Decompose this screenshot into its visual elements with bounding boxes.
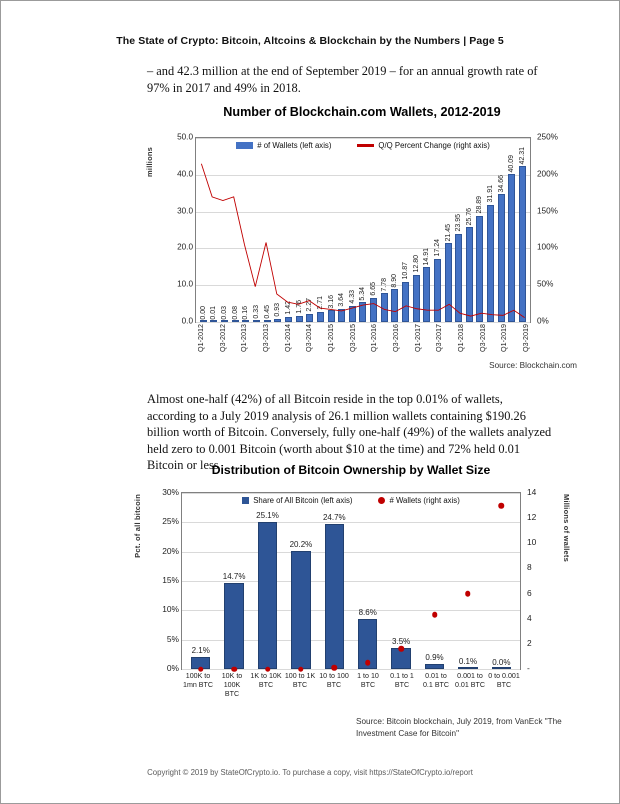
chart2-bar-label: 25.1% bbox=[256, 510, 279, 520]
chart2-bar-label: 2.1% bbox=[191, 645, 210, 655]
chart1-bar-label: 5.34 bbox=[359, 286, 367, 301]
axis-tick: 30.0 bbox=[177, 206, 193, 216]
chart2-bar bbox=[425, 664, 444, 669]
chart2-wallet-dot bbox=[398, 646, 404, 652]
chart1-x-tick-label: Q3-2012 bbox=[217, 324, 227, 352]
axis-tick: 0% bbox=[166, 663, 179, 673]
chart1-x-tick-label: Q1-2015 bbox=[325, 324, 335, 352]
axis-tick: 250% bbox=[537, 132, 558, 142]
chart2-bar-label: 0.1% bbox=[458, 657, 478, 667]
chart2-x-tick-label: 0 to 0.001 BTC bbox=[488, 672, 520, 689]
chart2-bar-slot bbox=[384, 493, 417, 669]
chart1-source: Source: Blockchain.com bbox=[489, 361, 577, 370]
chart2-bar-label: 24.7% bbox=[322, 513, 346, 523]
chart1-bar-label: 2.27 bbox=[306, 298, 314, 312]
chart2-x-tick-label: 10K to 100K BTC bbox=[221, 672, 243, 698]
chart1-legend-item-line bbox=[357, 141, 489, 150]
axis-tick: 0% bbox=[537, 316, 549, 326]
chart1-x-tick-label: Q3-2015 bbox=[347, 324, 357, 352]
chart2-x-tick-label: 1 to 10 BTC bbox=[357, 672, 379, 689]
chart1-bar-label: 28.89 bbox=[476, 196, 484, 214]
axis-tick: 14 bbox=[527, 487, 537, 497]
chart2-wallet-dot bbox=[265, 666, 271, 672]
chart1-bar-label: 14.91 bbox=[423, 247, 431, 266]
chart1-bar-label: 0.33 bbox=[253, 305, 261, 319]
chart1-x-tick-label: Q1-2016 bbox=[369, 324, 379, 352]
chart2-bar-label: 20.2% bbox=[289, 539, 313, 549]
chart2-x-tick-label: 10 to 100 BTC bbox=[319, 672, 349, 689]
chart1-x-tick-label: Q3-2014 bbox=[304, 324, 314, 352]
chart2-legend-label-0: Share of All Bitcoin (left axis) bbox=[253, 496, 353, 505]
chart1-x-tick-label: Q1-2012 bbox=[195, 324, 205, 352]
axis-tick: 150% bbox=[537, 206, 558, 216]
chart1-bar-label: 34.66 bbox=[497, 174, 505, 193]
axis-tick: 10% bbox=[162, 604, 179, 615]
chart1-legend-item-bars bbox=[236, 141, 331, 150]
chart2-x-tick-label: 100K to 1mn BTC bbox=[183, 672, 213, 689]
chart-blockchain-wallets bbox=[147, 105, 577, 370]
axis-tick: 40.0 bbox=[177, 169, 193, 179]
chart1-bar-label: 31.91 bbox=[487, 185, 495, 203]
chart1-bar-label: 0.45 bbox=[263, 304, 271, 319]
chart2-wallet-dot bbox=[332, 665, 338, 671]
chart1-bar-label: 17.24 bbox=[433, 239, 441, 257]
axis-tick: 100% bbox=[537, 242, 558, 252]
paragraph-intro: – and 42.3 million at the end of September 2019 – for an annual growth rate of 97% in 2017 and 49% in 2018. bbox=[147, 64, 538, 95]
axis-tick: 50.0 bbox=[177, 132, 193, 142]
chart2-bar-slot bbox=[284, 493, 317, 669]
axis-tick: 8 bbox=[527, 562, 532, 573]
chart1-y-axis-title: millions bbox=[145, 147, 154, 177]
axis-tick: 15% bbox=[162, 575, 179, 585]
chart2-x-tick-label: 0.01 to 0.1 BTC bbox=[422, 672, 450, 689]
chart1-plot-area bbox=[195, 137, 531, 323]
chart2-bar bbox=[458, 667, 477, 669]
chart1-x-tick-label: Q1-2018 bbox=[456, 324, 466, 352]
chart2-bar-slot bbox=[217, 493, 250, 669]
chart1-x-tick-label: Q3-2013 bbox=[260, 324, 270, 352]
chart2-wallet-dot bbox=[432, 612, 438, 618]
chart1-bar-label: 7.78 bbox=[380, 277, 388, 292]
chart1-x-tick-label: Q1-2017 bbox=[412, 324, 422, 352]
chart1-bar-label: 0.03 bbox=[221, 306, 229, 320]
chart1-bar-label: 1.76 bbox=[295, 299, 303, 314]
chart1-bar-label: 8.90 bbox=[391, 273, 399, 288]
chart1-x-tick-label: Q1-2014 bbox=[282, 324, 292, 352]
chart2-bar-label: 0.9% bbox=[425, 652, 444, 662]
axis-tick: 20.0 bbox=[177, 242, 193, 252]
chart1-x-tick-label: Q3-2017 bbox=[434, 324, 444, 352]
square-swatch-icon bbox=[242, 497, 249, 504]
chart1-y-axis-ticks bbox=[159, 132, 193, 326]
chart1-bar-label: 1.42 bbox=[284, 301, 292, 315]
chart1-bar-label: 3.64 bbox=[338, 292, 346, 307]
chart2-legend bbox=[182, 496, 520, 505]
chart1-bar-label: 10.87 bbox=[401, 262, 409, 280]
chart2-plot-area bbox=[181, 492, 521, 670]
chart2-bar bbox=[492, 667, 511, 669]
dot-swatch-icon bbox=[378, 497, 385, 504]
chart2-wallet-dot bbox=[465, 591, 471, 597]
chart1-bar-label: 0.93 bbox=[274, 302, 282, 317]
chart2-y2-axis-ticks bbox=[527, 487, 549, 673]
chart1-y2-axis-ticks bbox=[537, 132, 573, 326]
chart-bitcoin-ownership bbox=[131, 463, 571, 708]
chart2-bar bbox=[291, 551, 310, 670]
chart2-wallet-dot bbox=[231, 666, 237, 672]
chart1-legend-label-1: Q/Q Percent Change (right axis) bbox=[378, 141, 490, 150]
chart2-wallet-dot bbox=[198, 666, 204, 672]
chart1-bar-label: 0.16 bbox=[242, 305, 250, 320]
chart1-bar-label: 0.00 bbox=[199, 306, 207, 320]
chart2-title: Distribution of Bitcoin Ownership by Wallet Size bbox=[211, 463, 491, 477]
chart1-bar-label: 2.71 bbox=[316, 296, 324, 311]
axis-tick: 12 bbox=[527, 512, 537, 523]
chart2-y2-axis-title: Millions of wallets bbox=[562, 494, 571, 562]
chart1-legend bbox=[196, 141, 530, 150]
chart2-x-tick-label: 0.1 to 1 BTC bbox=[390, 672, 414, 689]
chart1-x-tick-label: Q3-2019 bbox=[521, 324, 531, 352]
chart1-x-tick-label: Q1-2013 bbox=[239, 324, 249, 352]
chart2-bar-label: 14.7% bbox=[222, 571, 246, 581]
chart2-bar-slot bbox=[184, 493, 217, 669]
chart2-bar-label: 8.6% bbox=[358, 607, 377, 617]
line-swatch-icon bbox=[357, 144, 374, 147]
chart1-bar-label: 42.31 bbox=[519, 146, 527, 165]
chart2-y-axis-ticks bbox=[145, 487, 179, 673]
chart2-legend-item-bars bbox=[242, 496, 352, 505]
chart1-bar-label: 21.45 bbox=[444, 223, 452, 242]
chart1-bar-label: 3.16 bbox=[327, 294, 335, 309]
axis-tick: 0.0 bbox=[181, 316, 193, 326]
chart1-bar-label: 25.76 bbox=[465, 207, 473, 226]
chart1-line-series bbox=[196, 138, 530, 322]
chart1-bar-label: 6.65 bbox=[370, 281, 378, 296]
chart1-bar-label: 4.33 bbox=[348, 290, 356, 305]
chart2-x-tick-label: 0.001 to 0.01 BTC bbox=[455, 672, 485, 689]
chart1-legend-label-0: # of Wallets (left axis) bbox=[257, 141, 332, 150]
axis-tick: 2 bbox=[527, 637, 532, 648]
chart1-x-tick-label: Q3-2018 bbox=[477, 324, 487, 352]
page-header: The State of Crypto: Bitcoin, Altcoins & Blockchain by the Numbers | Page 5 bbox=[116, 35, 504, 47]
gridline bbox=[196, 322, 530, 323]
axis-tick: 30% bbox=[162, 487, 179, 497]
paragraph-ownership: Almost one-half (42%) of all Bitcoin reside in the top 0.01% of wallets, according to a July 2019 analysis of 26.1 million wallets containing $190.26 billion worth of Bitcoin. Conversely, fully one-half (49%) of the wallets analyzed held zero to 0.001 Bitcoin (worth about $10 at the time) and 72% held 0.01 Bitcoin or less bbox=[147, 392, 552, 472]
chart1-bar-label: 12.80 bbox=[412, 255, 420, 273]
axis-tick: 10 bbox=[527, 537, 537, 548]
chart2-y-axis-title: Pct. of all bitcoin bbox=[133, 494, 142, 558]
chart2-bar-slot bbox=[351, 493, 384, 669]
chart2-x-axis-labels bbox=[181, 672, 521, 716]
chart2-x-tick-label: 100 to 1K BTC bbox=[284, 672, 316, 689]
chart1-x-tick-label: Q3-2016 bbox=[391, 324, 400, 352]
chart1-bar-label: 40.09 bbox=[508, 154, 516, 173]
axis-tick: 5% bbox=[166, 633, 179, 644]
chart1-x-tick-label: Q1-2019 bbox=[499, 324, 509, 352]
chart2-bar-label: 0.0% bbox=[492, 658, 511, 667]
chart2-wallet-dot bbox=[365, 660, 371, 666]
page-footer: Copyright © 2019 by StateOfCrypto.io. To purchase a copy, visit https://StateOfCrypto.io/report bbox=[147, 768, 473, 777]
chart2-bar bbox=[325, 524, 344, 669]
chart2-source: Source: Bitcoin blockchain, July 2019, from VanEck "The Investment Case for Bitcoin" bbox=[356, 717, 562, 738]
bar-swatch-icon bbox=[236, 142, 253, 149]
chart2-bar-label: 3.5% bbox=[392, 637, 411, 647]
chart1-bar-label: 23.95 bbox=[455, 214, 463, 232]
chart2-bar-slot bbox=[251, 493, 284, 669]
chart2-bar-slot bbox=[485, 493, 518, 669]
chart1-title: Number of Blockchain.com Wallets, 2012-2019 bbox=[223, 105, 501, 119]
chart1-bar-label: 0.01 bbox=[210, 306, 218, 320]
chart1-bar-label: 0.08 bbox=[231, 306, 239, 320]
chart2-bar bbox=[224, 583, 243, 669]
chart2-bars bbox=[182, 493, 520, 669]
chart2-bar-slot bbox=[318, 493, 351, 669]
axis-tick: 25% bbox=[162, 516, 179, 527]
axis-tick: 10.0 bbox=[177, 279, 193, 289]
axis-tick: - bbox=[527, 663, 530, 673]
axis-tick: 200% bbox=[537, 169, 558, 179]
chart2-bar-slot bbox=[451, 493, 484, 669]
axis-tick: 4 bbox=[527, 612, 532, 623]
chart2-x-tick-label: 1K to 10K BTC bbox=[250, 672, 282, 689]
axis-tick: 50% bbox=[537, 279, 554, 289]
axis-tick: 20% bbox=[162, 545, 179, 556]
chart2-bar bbox=[258, 522, 277, 669]
chart2-wallet-dot bbox=[298, 666, 304, 672]
chart2-bar-slot bbox=[418, 493, 451, 669]
axis-tick: 6 bbox=[527, 587, 532, 598]
chart2-legend-label-1: # Wallets (right axis) bbox=[389, 496, 460, 505]
chart2-legend-item-dots bbox=[378, 496, 459, 505]
